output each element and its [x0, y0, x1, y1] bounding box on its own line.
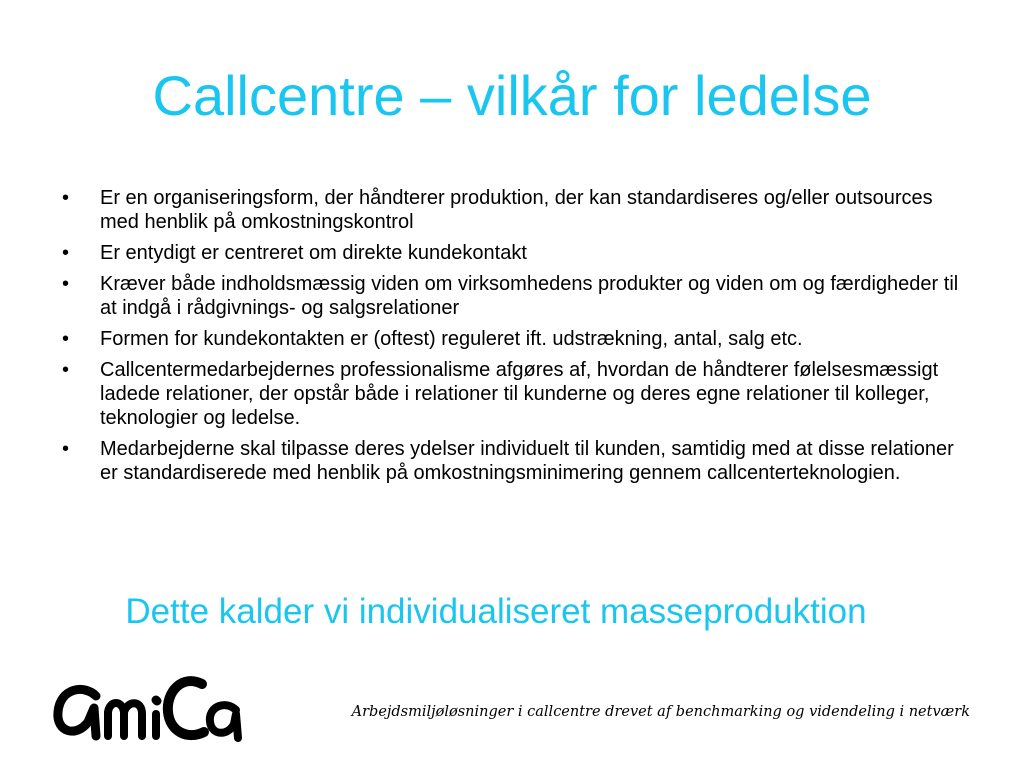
bullet-text: Er entydigt er centreret om direkte kundekontakt — [100, 242, 527, 264]
bullet-marker: • — [62, 242, 70, 264]
bullet-text: Kræver både indholdsmæssig viden om virksomhedens produkter og viden om og færdigheder til at indgå i rådgivnings- og salgsrelationer — [100, 273, 959, 319]
bullet-item — [62, 327, 962, 351]
bullet-text: Medarbejderne skal tilpasse deres ydelser individuelt til kunden, samtidig med at disse relationer er standardiserede med henblik på omkostningsminimering gennem callcenterteknologien. — [100, 438, 954, 484]
amica-logo — [50, 666, 246, 746]
bullet-marker: • — [62, 273, 70, 295]
slide-title: Callcentre – vilkår for ledelse — [152, 64, 872, 127]
bullet-item — [62, 437, 962, 485]
bullet-list — [62, 186, 962, 492]
bullet-item — [62, 186, 962, 234]
bullet-text: Formen for kundekontakten er (oftest) reguleret ift. udstrækning, antal, salg etc. — [100, 328, 803, 350]
bullet-marker: • — [62, 359, 70, 381]
conclusion-text: Dette kalder vi individualiseret masseproduktion — [125, 592, 867, 631]
bullet-text: Er en organiseringsform, der håndterer produktion, der kan standardiseres og/eller outsources med henblik på omkostningskontrol — [100, 187, 933, 233]
bullet-item — [62, 358, 962, 430]
bullet-text: Callcentermedarbejdernes professionalisme afgøres af, hvordan de håndterer følelsesmæssigt ladede relationer, der opstår både i relationer til kunderne og deres egne relationer til kolleger, teknologier og ledelse. — [100, 359, 939, 429]
footer-tagline: Arbejdsmiljøløsninger i callcentre drevet af benchmarking og videndeling i netværk — [351, 704, 970, 720]
bullet-item — [62, 272, 962, 320]
bullet-marker: • — [62, 328, 70, 350]
bullet-marker: • — [62, 187, 70, 209]
bullet-marker: • — [62, 438, 70, 460]
bullet-item — [62, 241, 962, 265]
